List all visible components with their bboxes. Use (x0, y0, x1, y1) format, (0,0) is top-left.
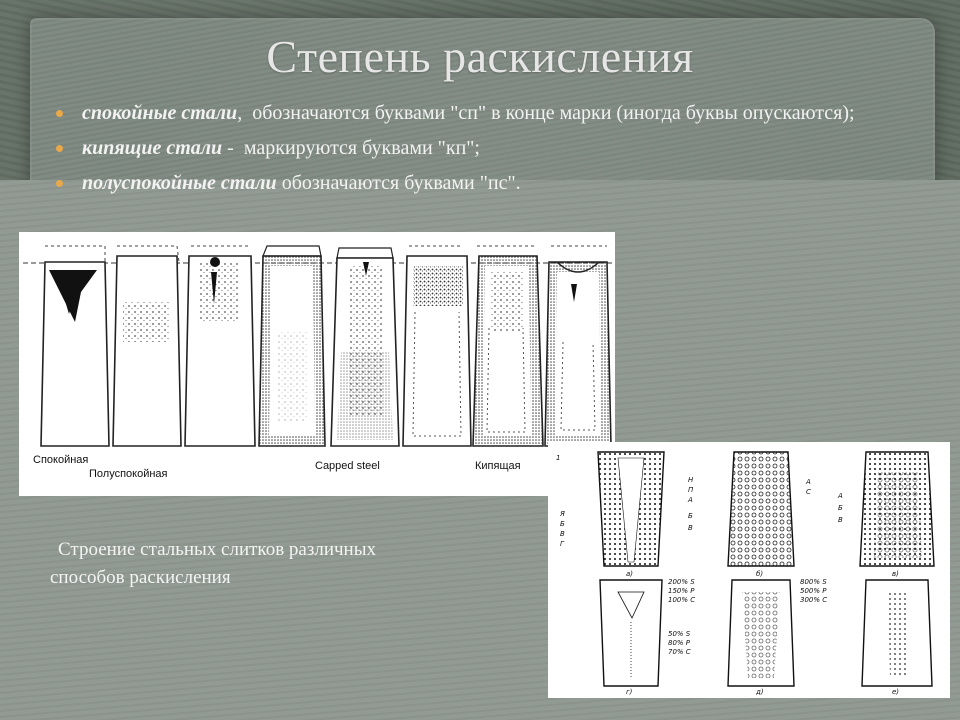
bullet-term: спокойные стали (82, 102, 238, 124)
label-spokoynaya: Спокойная (33, 454, 89, 466)
bullet-sep: - (222, 137, 244, 159)
ingot-structure-figure (19, 232, 615, 496)
ingot-poluspokoynaya (113, 246, 181, 446)
svg-text:Б: Б (838, 504, 843, 512)
svg-text:200% S: 200% S (668, 578, 695, 586)
bullet-term: полуспокойные стали (82, 172, 277, 194)
label-kipyashchaya: Кипящая (475, 460, 521, 472)
svg-text:Г: Г (560, 540, 564, 548)
svg-text:300% C: 300% C (800, 596, 828, 604)
seg-ingot-b (728, 452, 794, 566)
ingot-4 (259, 246, 325, 446)
svg-text:А: А (806, 478, 811, 486)
svg-text:А: А (838, 492, 843, 500)
bullet-text: обозначаются буквами "пс". (281, 172, 521, 194)
svg-text:Я: Я (560, 510, 565, 518)
ingot-6 (403, 246, 471, 446)
ingot-kipyashchaya (473, 246, 543, 446)
svg-text:е): е) (892, 688, 900, 696)
svg-text:В: В (838, 516, 843, 524)
svg-text:С: С (806, 488, 811, 496)
bullet-term: кипящие стали (82, 137, 223, 159)
seg-num-1: 1 (556, 454, 561, 462)
ingot-drawing (19, 232, 615, 496)
bullet-sep: , (237, 102, 253, 124)
svg-text:500% P: 500% P (800, 587, 827, 595)
bullet-text: маркируются буквами "кп"; (243, 137, 480, 159)
bullet-item-poluspokoynye (50, 170, 880, 197)
caption-line-2: способов раскисления (50, 567, 231, 588)
bullet-dot-icon (56, 180, 63, 187)
bullet-item-spokoynye (50, 100, 880, 127)
svg-text:50% S: 50% S (668, 630, 691, 638)
bullet-dot-icon (56, 145, 63, 152)
ingot-spokoynaya (41, 246, 109, 446)
svg-text:100% C: 100% C (668, 596, 696, 604)
bullet-text: обозначаются буквами "сп" в конце марки (иногда буквы опускаются); (252, 102, 855, 124)
svg-text:В: В (688, 524, 693, 532)
svg-text:д): д) (756, 688, 764, 696)
svg-text:80% P: 80% P (668, 639, 691, 647)
svg-text:П: П (688, 486, 694, 494)
svg-text:а): а) (626, 570, 634, 578)
bullet-item-kipyashchie (50, 135, 880, 162)
svg-text:г): г) (626, 688, 633, 696)
ingot-3 (185, 246, 255, 446)
label-capped-steel: Capped steel (315, 460, 380, 472)
svg-text:В: В (560, 530, 565, 538)
caption-line-1: Строение стальных слитков различных (58, 539, 376, 560)
svg-text:в): в) (892, 570, 899, 578)
svg-text:б): б) (756, 570, 764, 578)
svg-text:150% P: 150% P (668, 587, 695, 595)
bullet-dot-icon (56, 110, 63, 117)
slide-title: Степень раскисления (266, 31, 694, 82)
ingot-8 (545, 246, 611, 446)
label-poluspokoynaya: Полуспокойная (89, 468, 168, 480)
bullet-list (50, 100, 880, 205)
segregation-drawing (548, 442, 950, 698)
ingot-capped-steel (331, 248, 399, 446)
figure-caption (50, 536, 510, 592)
svg-text:Н: Н (688, 476, 694, 484)
svg-text:Б: Б (688, 512, 693, 520)
svg-text:800% S: 800% S (800, 578, 827, 586)
svg-text:А: А (688, 496, 693, 504)
svg-text:Б: Б (560, 520, 565, 528)
svg-text:70% C: 70% C (668, 648, 691, 656)
ingot-segregation-diagram (548, 442, 950, 698)
